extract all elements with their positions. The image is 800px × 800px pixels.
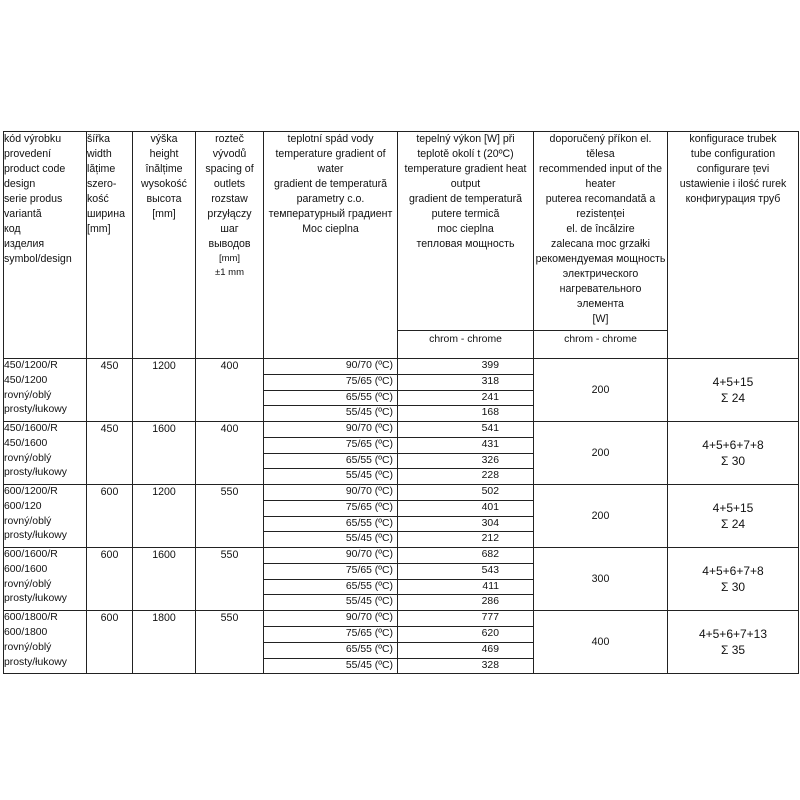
gradient-cell: 65/55 (ºC)	[264, 516, 398, 532]
subheader-output: chrom - chrome	[398, 331, 534, 359]
output-cell: 399	[398, 359, 534, 375]
header-gradient: teplotní spád vody temperature gradient of water gradient de temperatură parametry c.o. температурный градиент Moc cieplna	[264, 132, 398, 359]
output-cell: 318	[398, 374, 534, 390]
heater-cell: 200	[534, 485, 668, 548]
table-row	[4, 611, 799, 627]
output-cell: 228	[398, 469, 534, 485]
config-cell: 4+5+6+7+8 Σ 30	[668, 422, 799, 485]
width-cell: 450	[87, 359, 133, 422]
height-cell: 1800	[133, 611, 196, 674]
table-row	[4, 359, 799, 375]
width-cell: 450	[87, 422, 133, 485]
output-cell: 682	[398, 548, 534, 564]
heater-cell: 200	[534, 422, 668, 485]
output-cell: 286	[398, 595, 534, 611]
output-cell: 543	[398, 563, 534, 579]
width-cell: 600	[87, 548, 133, 611]
gradient-cell: 65/55 (ºC)	[264, 453, 398, 469]
output-cell: 777	[398, 611, 534, 627]
subheader-heater: chrom - chrome	[534, 331, 668, 359]
header-config: konfigurace trubek tube configuration configurare țevi ustawienie i ilość rurek конфигурация труб	[668, 132, 799, 359]
output-cell: 326	[398, 453, 534, 469]
table-row	[4, 548, 799, 564]
header-spacing: rozteč vývodů spacing of outlets rozstaw przyłączy шаг выводов [mm] ±1 mm	[196, 132, 264, 359]
height-cell: 1600	[133, 422, 196, 485]
gradient-cell: 90/70 (ºC)	[264, 548, 398, 564]
header-height: výška height înălțime wysokość высота [mm]	[133, 132, 196, 359]
spacing-cell: 400	[196, 422, 264, 485]
gradient-cell: 65/55 (ºC)	[264, 579, 398, 595]
product-code-cell: 450/1200/R 450/1200 rovný/oblý prosty/łukowy	[4, 359, 87, 422]
gradient-cell: 75/65 (ºC)	[264, 500, 398, 516]
gradient-cell: 90/70 (ºC)	[264, 422, 398, 438]
output-cell: 328	[398, 658, 534, 674]
table-row	[4, 485, 799, 501]
gradient-cell: 90/70 (ºC)	[264, 359, 398, 375]
gradient-cell: 90/70 (ºC)	[264, 611, 398, 627]
product-code-cell: 450/1600/R 450/1600 rovný/oblý prosty/łukowy	[4, 422, 87, 485]
heater-cell: 300	[534, 548, 668, 611]
height-cell: 1600	[133, 548, 196, 611]
config-cell: 4+5+15 Σ 24	[668, 359, 799, 422]
gradient-cell: 55/45 (ºC)	[264, 658, 398, 674]
heater-cell: 400	[534, 611, 668, 674]
output-cell: 620	[398, 627, 534, 643]
gradient-cell: 65/55 (ºC)	[264, 390, 398, 406]
config-cell: 4+5+6+7+13 Σ 35	[668, 611, 799, 674]
output-cell: 168	[398, 406, 534, 422]
width-cell: 600	[87, 485, 133, 548]
height-cell: 1200	[133, 359, 196, 422]
header-width: šířka width lățime szero- kość ширина [mm]	[87, 132, 133, 359]
product-code-cell: 600/1200/R 600/120 rovný/oblý prosty/łukowy	[4, 485, 87, 548]
output-cell: 469	[398, 642, 534, 658]
output-cell: 411	[398, 579, 534, 595]
config-cell: 4+5+15 Σ 24	[668, 485, 799, 548]
header-row	[4, 132, 799, 331]
header-output: tepelný výkon [W] při teplotě okolí t (20ºC) temperature gradient heat output gradient de temperatură putere termică moc cieplna тепловая мощность	[398, 132, 534, 331]
spacing-cell: 550	[196, 485, 264, 548]
gradient-cell: 55/45 (ºC)	[264, 406, 398, 422]
heater-cell: 200	[534, 359, 668, 422]
header-code: kód výrobku provedení product code design serie produs variantă код изделия symbol/design	[4, 132, 87, 359]
output-cell: 431	[398, 437, 534, 453]
output-cell: 241	[398, 390, 534, 406]
gradient-cell: 75/65 (ºC)	[264, 374, 398, 390]
header-heater: doporučený příkon el. tělesa recommended input of the heater puterea recomandată a rezistenței el. de încălzire zalecana moc grzałki рекомендуемая мощность электрического нагревательного элемента [W]	[534, 132, 668, 331]
gradient-cell: 55/45 (ºC)	[264, 469, 398, 485]
product-code-cell: 600/1800/R 600/1800 rovný/oblý prosty/łukowy	[4, 611, 87, 674]
spacing-cell: 550	[196, 611, 264, 674]
gradient-cell: 65/55 (ºC)	[264, 642, 398, 658]
spacing-cell: 400	[196, 359, 264, 422]
output-cell: 304	[398, 516, 534, 532]
height-cell: 1200	[133, 485, 196, 548]
product-code-cell: 600/1600/R 600/1600 rovný/oblý prosty/łukowy	[4, 548, 87, 611]
gradient-cell: 75/65 (ºC)	[264, 627, 398, 643]
gradient-cell: 55/45 (ºC)	[264, 595, 398, 611]
gradient-cell: 90/70 (ºC)	[264, 485, 398, 501]
gradient-cell: 55/45 (ºC)	[264, 532, 398, 548]
output-cell: 502	[398, 485, 534, 501]
output-cell: 401	[398, 500, 534, 516]
table-row	[4, 422, 799, 438]
output-cell: 212	[398, 532, 534, 548]
width-cell: 600	[87, 611, 133, 674]
spec-table	[3, 131, 799, 674]
config-cell: 4+5+6+7+8 Σ 30	[668, 548, 799, 611]
spacing-cell: 550	[196, 548, 264, 611]
output-cell: 541	[398, 422, 534, 438]
gradient-cell: 75/65 (ºC)	[264, 563, 398, 579]
gradient-cell: 75/65 (ºC)	[264, 437, 398, 453]
